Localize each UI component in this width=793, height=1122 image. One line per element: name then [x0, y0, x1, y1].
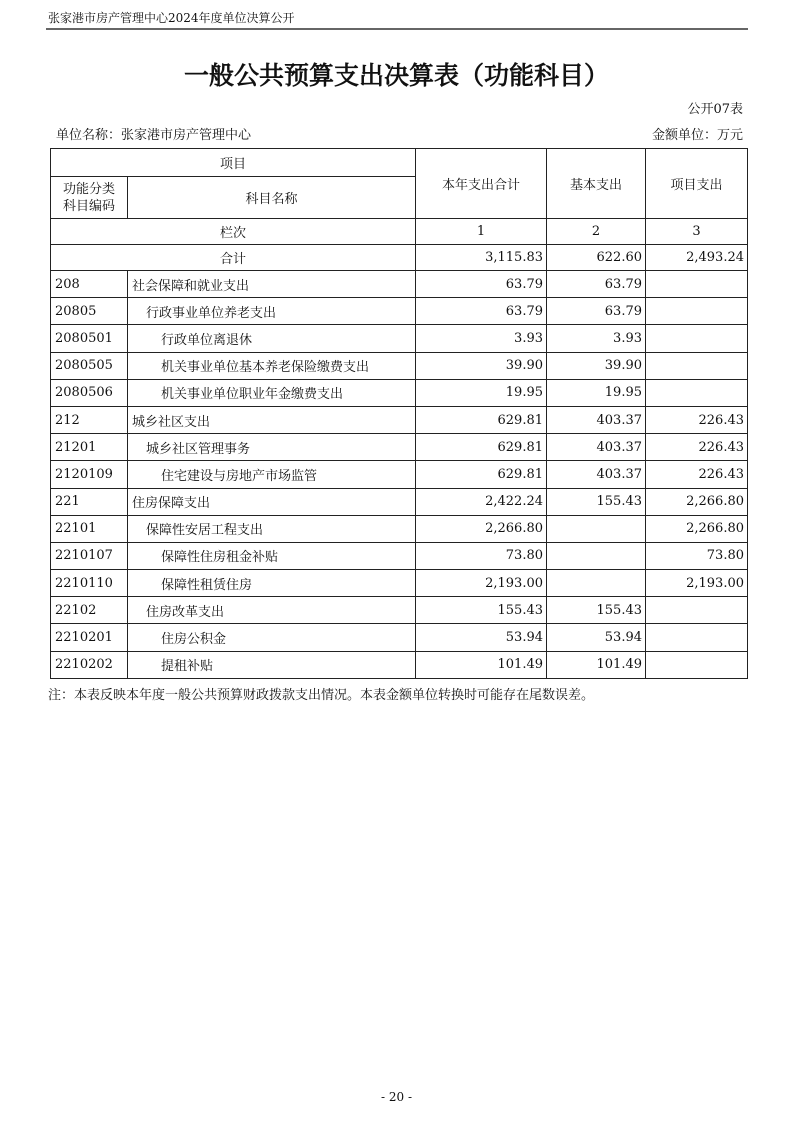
- table-note: 注：本表反映本年度一般公共预算财政拨款支出情况。本表金额单位转换时可能存在尾数误差。: [48, 688, 595, 703]
- row-code: 2080505: [51, 352, 128, 379]
- row-name: 保障性租赁住房: [128, 570, 416, 597]
- row-code: 2120109: [51, 461, 128, 488]
- row-project: 73.80: [646, 542, 748, 569]
- row-name: 城乡社区支出: [128, 406, 416, 433]
- page-title: 一般公共预算支出决算表（功能科目）: [183, 61, 609, 90]
- row-project: 226.43: [646, 406, 748, 433]
- sum-total: 3,115.83: [416, 245, 547, 271]
- row-total: 2,193.00: [416, 570, 547, 597]
- row-code: 2210201: [51, 624, 128, 651]
- row-name: 住房公积金: [128, 624, 416, 651]
- row-project: 2,193.00: [646, 570, 748, 597]
- row-name: 住房保障支出: [128, 488, 416, 515]
- table-row: [51, 271, 748, 298]
- row-code: 2080506: [51, 379, 128, 406]
- row-code: 2210202: [51, 651, 128, 678]
- row-name: 住宅建设与房地产市场监管: [128, 461, 416, 488]
- row-basic: 39.90: [547, 352, 646, 379]
- row-total: 2,422.24: [416, 488, 547, 515]
- row-name: 行政单位离退休: [128, 325, 416, 352]
- row-total: 629.81: [416, 434, 547, 461]
- row-total: 39.90: [416, 352, 547, 379]
- header-divider: [46, 28, 748, 30]
- header-code: 功能分类 科目编码: [51, 177, 128, 219]
- row-basic: 3.93: [547, 325, 646, 352]
- row-project: [646, 379, 748, 406]
- table-row: [51, 379, 748, 406]
- table-row: [51, 597, 748, 624]
- table-row: [51, 461, 748, 488]
- row-project: [646, 271, 748, 298]
- row-name: 机关事业单位基本养老保险缴费支出: [128, 352, 416, 379]
- row-total: 63.79: [416, 271, 547, 298]
- table-row: [51, 488, 748, 515]
- sum-project: 2,493.24: [646, 245, 748, 271]
- row-basic: 101.49: [547, 651, 646, 678]
- row-project: 2,266.80: [646, 488, 748, 515]
- row-name: 住房改革支出: [128, 597, 416, 624]
- row-project: 226.43: [646, 461, 748, 488]
- row-total: 155.43: [416, 597, 547, 624]
- column-index: 3: [646, 219, 748, 245]
- row-project: [646, 624, 748, 651]
- table-row: [51, 542, 748, 569]
- row-total: 3.93: [416, 325, 547, 352]
- row-name: 保障性住房租金补贴: [128, 542, 416, 569]
- table-row: [51, 624, 748, 651]
- table-row: [51, 325, 748, 352]
- row-basic: [547, 515, 646, 542]
- header-item: 项目: [51, 149, 416, 177]
- row-project: 2,266.80: [646, 515, 748, 542]
- row-project: 226.43: [646, 434, 748, 461]
- row-code: 208: [51, 271, 128, 298]
- page-number: - 20 -: [380, 1090, 412, 1104]
- row-project: [646, 298, 748, 325]
- row-project: [646, 597, 748, 624]
- header-project: 项目支出: [646, 149, 748, 219]
- column-index: 1: [416, 219, 547, 245]
- sum-basic: 622.60: [547, 245, 646, 271]
- table-row: [51, 298, 748, 325]
- header-total: 本年支出合计: [416, 149, 547, 219]
- row-name: 机关事业单位职业年金缴费支出: [128, 379, 416, 406]
- header-name: 科目名称: [128, 177, 416, 219]
- row-basic: 19.95: [547, 379, 646, 406]
- row-code: 20805: [51, 298, 128, 325]
- column-index-label: 栏次: [51, 219, 416, 245]
- table-row: [51, 515, 748, 542]
- row-total: 19.95: [416, 379, 547, 406]
- table-row: [51, 434, 748, 461]
- row-basic: 403.37: [547, 406, 646, 433]
- row-basic: [547, 542, 646, 569]
- row-basic: 403.37: [547, 434, 646, 461]
- row-basic: 403.37: [547, 461, 646, 488]
- row-code: 2080501: [51, 325, 128, 352]
- header-basic: 基本支出: [547, 149, 646, 219]
- row-total: 2,266.80: [416, 515, 547, 542]
- sum-label: 合计: [51, 245, 416, 271]
- table-row: [51, 651, 748, 678]
- form-number: 公开07表: [687, 102, 743, 117]
- row-basic: 53.94: [547, 624, 646, 651]
- row-basic: 63.79: [547, 271, 646, 298]
- row-code: 221: [51, 488, 128, 515]
- table-row: [51, 570, 748, 597]
- row-basic: 155.43: [547, 488, 646, 515]
- row-name: 保障性安居工程支出: [128, 515, 416, 542]
- row-total: 101.49: [416, 651, 547, 678]
- row-code: 21201: [51, 434, 128, 461]
- row-project: [646, 325, 748, 352]
- row-project: [646, 352, 748, 379]
- table-row: [51, 406, 748, 433]
- row-code: 212: [51, 406, 128, 433]
- row-total: 629.81: [416, 406, 547, 433]
- amount-unit: 金额单位：万元: [651, 128, 743, 143]
- row-total: 629.81: [416, 461, 547, 488]
- row-code: 2210107: [51, 542, 128, 569]
- row-total: 63.79: [416, 298, 547, 325]
- row-name: 提租补贴: [128, 651, 416, 678]
- row-name: 社会保障和就业支出: [128, 271, 416, 298]
- row-basic: [547, 570, 646, 597]
- column-index: 2: [547, 219, 646, 245]
- row-basic: 63.79: [547, 298, 646, 325]
- row-code: 22101: [51, 515, 128, 542]
- row-code: 2210110: [51, 570, 128, 597]
- table-row: [51, 352, 748, 379]
- row-project: [646, 651, 748, 678]
- running-header: 张家港市房产管理中心2024年度单位决算公开: [48, 11, 295, 25]
- row-code: 22102: [51, 597, 128, 624]
- row-total: 53.94: [416, 624, 547, 651]
- unit-name: 单位名称：张家港市房产管理中心: [56, 128, 252, 143]
- row-name: 行政事业单位养老支出: [128, 298, 416, 325]
- row-total: 73.80: [416, 542, 547, 569]
- row-basic: 155.43: [547, 597, 646, 624]
- expenditure-table: [50, 148, 748, 679]
- row-name: 城乡社区管理事务: [128, 434, 416, 461]
